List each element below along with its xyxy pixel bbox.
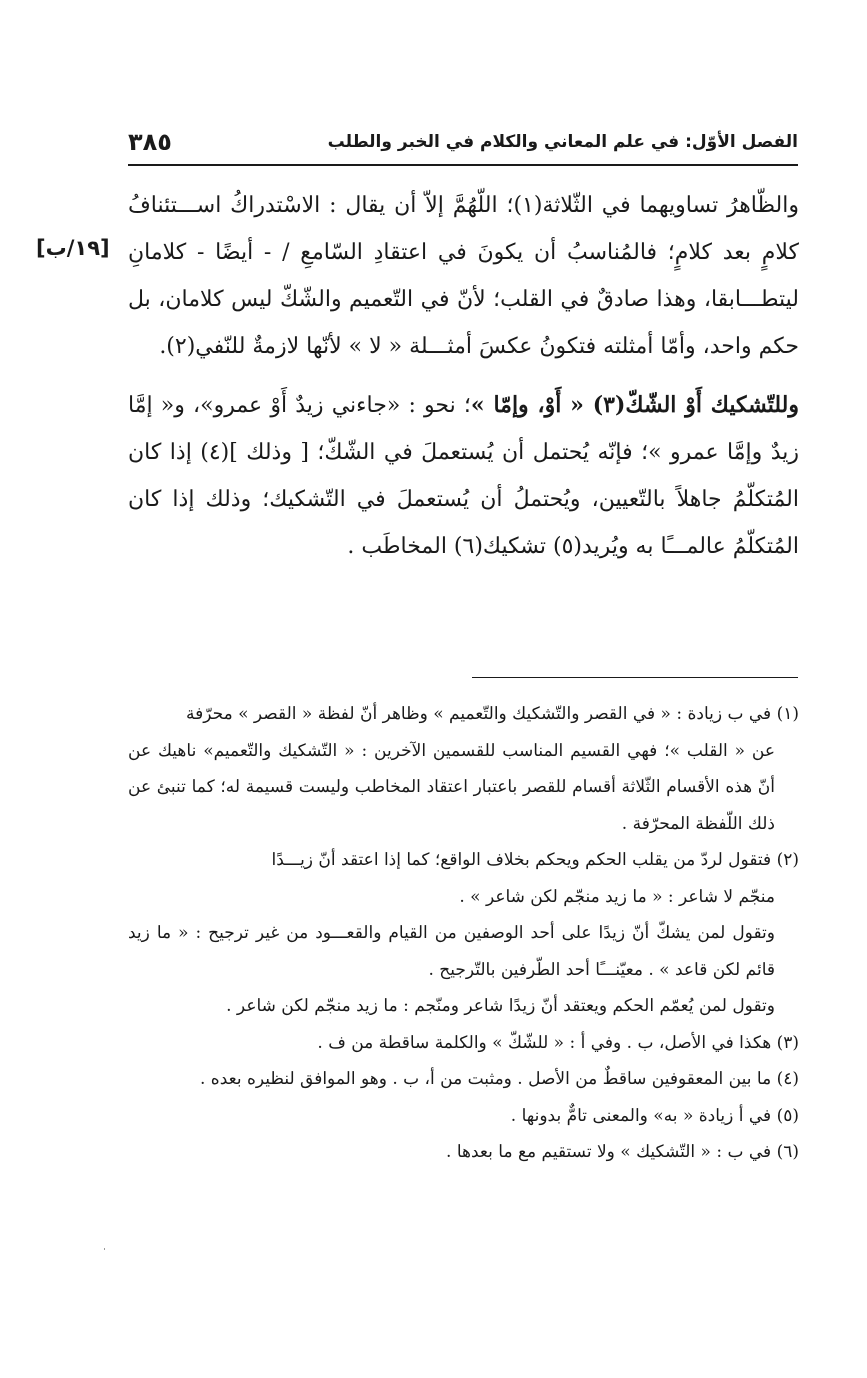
paragraph-2 xyxy=(128,382,799,570)
paragraph-1: والظّاهرُ تساويهما في الثّلاثة(١)؛ اللّهُمَّ إلاّ أن يقال : الاسْتدراكُ اســـتئنافُ كلامٍ بعد كلامٍ؛ فالمُناسبُ أن يكونَ في اعتقادِ السّامعِ / - أيضًا - كلامانِ ليتطـــابقا، وهذا صادقٌ في القلب؛ لأنّ في التّعميم والشّكّ ليس كلامان، بل حكم واحد، وأمّا أمثلته فتكونُ عكسَ أمثـــلة « لا » لأنّها لازمةٌ للنّفي(٢). xyxy=(128,193,799,359)
running-header xyxy=(128,128,798,166)
footnote-1-first-line: (١) في ب زيادة : « في القصر والتّشكيك والتّعميم » وظاهر أنّ لفظة « القصر » محرّفة xyxy=(185,704,799,724)
manuscript-folio-marker: [١٩/ب] xyxy=(36,236,110,260)
footnote-5: (٥) في أ زيادة « به» والمعنى تامٌّ بدونها . xyxy=(510,1105,799,1126)
footnote-2-line-3: وتقول لمن يشكّ أنّ زيدًا على أحد الوصفين من القيام والقعـــود من غير ترجيح : « ما زيد قائم لكن قاعد » . معيّنـــًا أحد الطّرفين بالتّرجيح . xyxy=(128,923,775,980)
footnote-1-continuation: عن « القلب »؛ فهي القسيم المناسب للقسمين الآخرين : « التّشكيك والتّعميم» ناهيك عن أنّ هذه الأقسام الثّلاثة أقسام للقصر باعتبار اعتقاد المخاطب وليست قسيمة له؛ كما تنبئ عن ذلك اللّفظة المحرّفة . xyxy=(128,740,775,834)
section-heading: وللتّشكيك أَوْ الشّكّ(٣) « أَوْ، وإمّا » xyxy=(470,392,799,418)
footnote-2-line-4: وتقول لمن يُعمّم الحكم ويعتقد أنّ زيدًا شاعر ومنّجم : ما زيد منجّم لكن شاعر . xyxy=(226,996,775,1016)
scan-speck xyxy=(104,1248,105,1250)
footnote-separator xyxy=(472,677,798,678)
footnote-1 xyxy=(128,696,799,842)
footnote-2 xyxy=(128,842,799,1025)
main-text xyxy=(128,182,799,570)
footnote-4: (٤) ما بين المعقوفين ساقطٌ من الأصل . ومثبت من أ، ب . وهو الموافق لنظيره بعده . xyxy=(199,1069,799,1089)
footnote-6: (٦) في ب : « التّشكيك » ولا تستقيم مع ما بعدها . xyxy=(446,1142,799,1162)
footnote-2-first-line: (٢) فتقول لردّ من يقلب الحكم ويحكم بخلاف الواقع؛ كما إذا اعتقد أنّ زيـــدًا xyxy=(271,850,799,870)
page-number: ٣٨٥ xyxy=(128,128,172,156)
footnotes xyxy=(128,696,799,1171)
footnote-2-line-2: منجّم لا شاعر : « ما زيد منجّم لكن شاعر » . xyxy=(459,886,775,907)
footnote-3: (٣) هكذا في الأصل، ب . وفي أ : « للشّكّ » والكلمة ساقطة من ف . xyxy=(317,1032,799,1053)
chapter-title: الفصل الأوّل: في علم المعاني والكلام في الخبر والطلب xyxy=(327,132,798,152)
paragraph-2-body: ؛ نحو : «جاءني زيدٌ أَوْ عمرو»، و« إمَّا زيدٌ وإمَّا عمرو »؛ فإنّه يُحتمل أن يُستعملَ في الشّكّ؛ [ وذلك ](٤) إذا كان المُتكلّمُ جاهلاً بالتّعيين، ويُحتملُ أن يُستعملَ في التّشكيك؛ وذلك إذا كان المُتكلّمُ عالمـــًا به ويُريد(٥) تشكيك(٦) المخاطَب . xyxy=(128,393,799,559)
